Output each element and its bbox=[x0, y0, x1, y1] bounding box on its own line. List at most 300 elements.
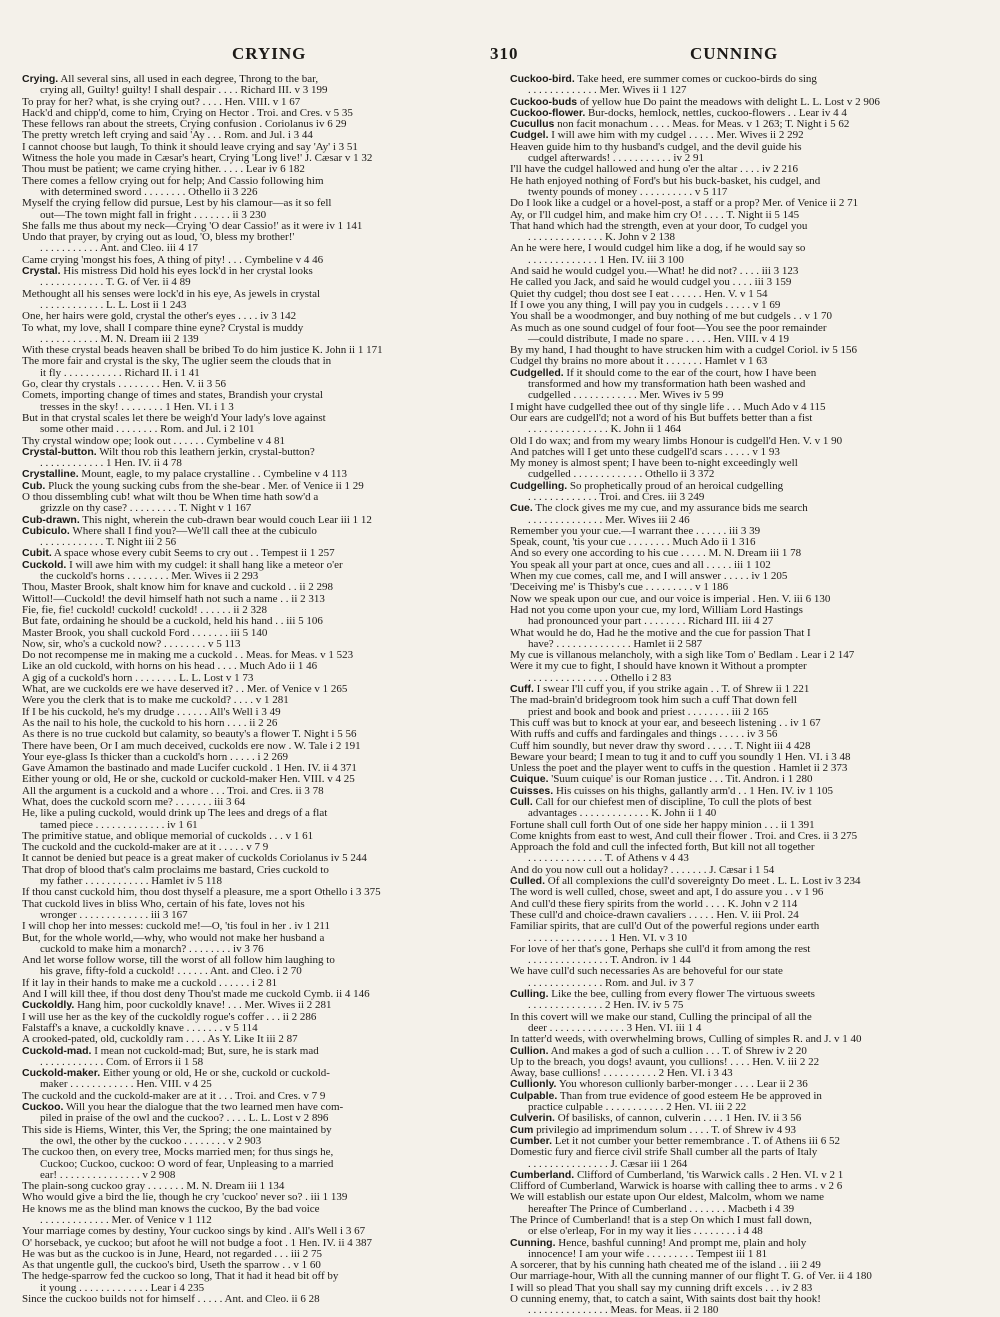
quotation-line bbox=[22, 164, 492, 175]
quotation-line bbox=[510, 887, 980, 898]
quotation-line bbox=[510, 515, 980, 526]
quotation-line bbox=[22, 311, 492, 322]
entry-headword-line bbox=[22, 1068, 492, 1079]
line-text: As the nail to his hole, the cuckold to his horn . . . . ii 2 26 bbox=[22, 717, 278, 729]
quotation-line bbox=[22, 255, 492, 266]
line-text: This night, wherein the cub-drawn bear would couch Lear iii 1 12 bbox=[79, 514, 372, 526]
line-text: cudgel afterwards! . . . . . . . . . . . iv 2 91 bbox=[528, 153, 704, 165]
line-text: Quiet thy cudgel; thou dost see I eat . . . . . . Hen. V. v 1 54 bbox=[510, 288, 768, 300]
headword: Cubiculo. bbox=[22, 525, 70, 537]
line-text: It cannot be denied but peace is a great maker of cuckolds Coriolanus iv 5 244 bbox=[22, 853, 367, 865]
quotation-line bbox=[510, 695, 980, 706]
quotation-line bbox=[510, 616, 980, 627]
entry-headword-line bbox=[510, 797, 980, 808]
line-text: Beware your beard; I mean to tug it and to cuff you soundly 1 Hen. VI. i 3 48 bbox=[510, 751, 851, 763]
quotation-line bbox=[510, 1271, 980, 1282]
line-text: Ay, or I'll cudgel him, and make him cry O! . . . . T. Night ii 5 145 bbox=[510, 209, 800, 221]
quotation-line bbox=[22, 876, 492, 887]
line-text: And let worse follow worse, till the worst of all follow him laughing to bbox=[22, 955, 335, 967]
quotation-line bbox=[510, 469, 980, 480]
entry-headword-line bbox=[510, 74, 980, 85]
line-text: innocence! I am your wife . . . . . . . . . Tempest iii 1 81 bbox=[528, 1248, 768, 1260]
line-text: O' horseback, ye cuckoo; but afoot he will not budge a foot . 1 Hen. IV. ii 4 387 bbox=[22, 1237, 373, 1249]
quotation-line bbox=[510, 142, 980, 153]
quotation-line bbox=[22, 955, 492, 966]
line-text: deer . . . . . . . . . . . . . . 3 Hen. VI. iii 1 4 bbox=[528, 1022, 702, 1034]
quotation-line bbox=[22, 989, 492, 1000]
headword: Cuisses. bbox=[510, 785, 554, 797]
line-text: of yellow hue Do paint the meadows with delight L. L. Lost v 2 906 bbox=[577, 96, 880, 108]
quotation-line bbox=[22, 1057, 492, 1068]
line-text: And so every one according to his cue . . . . . M. N. Dream iii 1 78 bbox=[510, 548, 802, 560]
entry-headword-line bbox=[510, 1136, 980, 1147]
line-text: He knows me as the blind man knows the cuckoo, By the bad voice bbox=[22, 1203, 320, 1215]
line-text: A sorcerer, that by his cunning hath cheated me of the island . . iii 2 49 bbox=[510, 1260, 821, 1272]
line-text: If it lay in their hands to make me a cuckold . . . . . . i 2 81 bbox=[22, 977, 278, 989]
quotation-line bbox=[22, 831, 492, 842]
line-text: it fly . . . . . . . . . . . Richard II. i 1 41 bbox=[40, 367, 200, 379]
quotation-line bbox=[22, 582, 492, 593]
quotation-line bbox=[22, 741, 492, 752]
entry-headword-line bbox=[510, 774, 980, 785]
quotation-line bbox=[510, 289, 980, 300]
line-text: If I be his cuckold, he's my drudge . . . . . . All's Well i 3 49 bbox=[22, 706, 281, 718]
line-text: . . . . . . . . . . . . T. Night iii 2 56 bbox=[40, 537, 177, 549]
quotation-line bbox=[510, 673, 980, 684]
line-text: Thou, Master Brook, shalt know him for knave and cuckold . . ii 2 298 bbox=[22, 582, 334, 594]
line-text: The mad-brain'd bridegroom took him such a cuff That down fell bbox=[510, 695, 797, 707]
quotation-line bbox=[22, 1023, 492, 1034]
line-text: And makes a god of such a cullion . . . T. of Shrew iv 2 20 bbox=[548, 1045, 807, 1057]
line-text: . . . . . . . . . . . . T. G. of Ver. ii 4 89 bbox=[40, 277, 191, 289]
headword: Cuckoo-bird. bbox=[510, 74, 575, 85]
quotation-line bbox=[510, 548, 980, 559]
line-text: Familiar spirits, that are cull'd Out of the powerful regions under earth bbox=[510, 921, 820, 933]
line-text: . . . . . . . . . . . . 1 Hen. IV. ii 4 78 bbox=[40, 458, 182, 470]
quotation-line bbox=[22, 571, 492, 582]
quotation-line bbox=[22, 277, 492, 288]
line-text: Heaven guide him to thy husband's cudgel, and the devil guide his bbox=[510, 141, 802, 153]
quotation-line bbox=[22, 842, 492, 853]
line-text: wronger . . . . . . . . . . . . . iii 3 167 bbox=[40, 909, 188, 921]
line-text: twenty pounds of money . . . . . . . . . . v 5 117 bbox=[528, 186, 728, 198]
quotation-line bbox=[22, 944, 492, 955]
quotation-line bbox=[22, 673, 492, 684]
line-text: The cuckoo then, on every tree, Mocks married men; for thus sings he, bbox=[22, 1147, 334, 1159]
quotation-line bbox=[22, 1159, 492, 1170]
line-text: Since the cuckoo builds not for himself . . . . . Ant. and Cleo. ii 6 28 bbox=[22, 1294, 320, 1306]
line-text: As that ungentle gull, the cuckoo's bird, Useth the sparrow . . v 1 60 bbox=[22, 1260, 321, 1272]
line-text: Falstaff's a knave, a cuckoldly knave . . . . . . . v 5 114 bbox=[22, 1022, 258, 1034]
quotation-line bbox=[510, 571, 980, 582]
quotation-line bbox=[510, 164, 980, 175]
quotation-line bbox=[510, 1215, 980, 1226]
line-text: out—The town might fall in fright . . . . . . . ii 3 230 bbox=[40, 209, 267, 221]
line-text: Where shall I find you?—We'll call thee at the cubiculo bbox=[69, 525, 317, 537]
quotation-line bbox=[22, 820, 492, 831]
quotation-line bbox=[510, 966, 980, 977]
quotation-line bbox=[22, 492, 492, 503]
quotation-line bbox=[510, 176, 980, 187]
headword: Cuckoo. bbox=[22, 1102, 64, 1114]
quotation-line bbox=[22, 413, 492, 424]
quotation-line bbox=[510, 605, 980, 616]
quotation-line bbox=[510, 458, 980, 469]
headword: Cuique. bbox=[510, 774, 549, 786]
quotation-line bbox=[22, 1204, 492, 1215]
line-text: What, does the cuckold scorn me? . . . . . . . iii 3 64 bbox=[22, 797, 246, 808]
headword: Cullionly. bbox=[510, 1079, 557, 1091]
headword: Cuckold-maker. bbox=[22, 1068, 101, 1080]
entry-headword-line bbox=[510, 989, 980, 1000]
quotation-line bbox=[22, 323, 492, 334]
quotation-line bbox=[22, 503, 492, 514]
quotation-line bbox=[510, 436, 980, 447]
line-text: So prophetically proud of an heroical cudgelling bbox=[567, 480, 784, 492]
line-text: with determined sword . . . . . . . . Othello ii 3 226 bbox=[40, 186, 258, 198]
entry-headword-line bbox=[22, 548, 492, 559]
entry-headword-line bbox=[22, 526, 492, 537]
headword: Cumber. bbox=[510, 1135, 553, 1147]
entry-headword-line bbox=[510, 1170, 980, 1181]
line-text: Like the bee, culling from every flower The virtuous sweets bbox=[548, 989, 815, 1001]
entry-headword-line bbox=[22, 481, 492, 492]
quotation-line bbox=[510, 628, 980, 639]
headword: Culling. bbox=[510, 989, 549, 1001]
line-text: The Prince of Cumberland! that is a step On which I must fall down, bbox=[510, 1214, 812, 1226]
line-text: O thou dissembling cub! what wilt thou be When time hath sow'd a bbox=[22, 491, 319, 503]
quotation-line bbox=[510, 1226, 980, 1237]
line-text: He, like a puling cuckold, would drink up The lees and dregs of a flat bbox=[22, 808, 328, 820]
line-text: Either young or old, He or she, cuckold or cuckold- bbox=[100, 1068, 330, 1080]
line-text: What would he do, Had he the motive and the cue for passion That I bbox=[510, 627, 811, 639]
headword: Cuckoo-buds bbox=[510, 96, 578, 108]
headword: Cumberland. bbox=[510, 1169, 575, 1181]
quotation-line bbox=[22, 1294, 492, 1305]
line-text: Witness the hole you made in Cæsar's heart, Crying 'Long live!' J. Cæsar v 1 32 bbox=[22, 153, 373, 165]
line-text: And I will kill thee, if thou dost deny Thou'st made me cuckold Cymb. ii 4 146 bbox=[22, 989, 370, 1001]
line-text: The hedge-sparrow fed the cuckoo so long, That it had it head bit off by bbox=[22, 1271, 339, 1283]
headword: Cum bbox=[510, 1124, 534, 1136]
quotation-line bbox=[510, 741, 980, 752]
line-text: A gig of a cuckold's horn . . . . . . . . L. L. Lost v 1 73 bbox=[22, 672, 254, 684]
line-text: As much as one sound cudgel of four foot—You see the poor remainder bbox=[510, 322, 827, 334]
line-text: That hand which had the strength, even at your door, To cudgel you bbox=[510, 220, 808, 232]
line-text: The primitive statue, and oblique memorial of cuckolds . . . v 1 61 bbox=[22, 830, 314, 842]
line-text: Your eye-glass Is thicker than a cuckold's horn . . . . . i 2 269 bbox=[22, 751, 289, 763]
quotation-line bbox=[22, 752, 492, 763]
quotation-line bbox=[510, 1023, 980, 1034]
quotation-line bbox=[510, 492, 980, 503]
line-text: . . . . . . . . . . . . . . . J. Cæsar iii 1 264 bbox=[528, 1158, 688, 1170]
line-text: Speak, count, 'tis your cue . . . . . . . . Much Ado ii 1 316 bbox=[510, 537, 756, 549]
entry-headword-line bbox=[510, 1113, 980, 1124]
line-text: I will so plead That you shall say my cunning drift excels . . . iv 2 83 bbox=[510, 1282, 813, 1294]
line-text: The word is well culled, chose, sweet and apt, I do assure you . . v 1 96 bbox=[510, 887, 824, 899]
line-text: The pretty wretch left crying and said 'Ay . . . Rom. and Jul. i 3 44 bbox=[22, 130, 313, 142]
line-text: Your marriage comes by destiny, Your cuckoo sings by kind . All's Well i 3 67 bbox=[22, 1226, 366, 1238]
line-text: These cull'd and choice-drawn cavaliers . . . . . Hen. V. iii Prol. 24 bbox=[510, 909, 799, 921]
headword: Cudgelled. bbox=[510, 367, 564, 379]
quotation-line bbox=[510, 944, 980, 955]
line-text: Fie, fie, fie! cuckold! cuckold! cuckold! . . . . . . ii 2 328 bbox=[22, 604, 267, 616]
headword: Cue. bbox=[510, 503, 533, 515]
line-text: Take heed, ere summer comes or cuckoo-birds do sing bbox=[574, 74, 817, 85]
line-text: . . . . . . . . . . . M. N. Dream iii 2 139 bbox=[40, 333, 199, 345]
quotation-line bbox=[510, 639, 980, 650]
line-text: cudgelled . . . . . . . . . . . . Mer. Wives iv 5 99 bbox=[528, 390, 724, 402]
headword: Culpable. bbox=[510, 1090, 558, 1102]
line-text: Mount, eagle, to my palace crystalline . . Cymbeline v 4 113 bbox=[78, 469, 348, 481]
quotation-line bbox=[22, 402, 492, 413]
headword: Cullion. bbox=[510, 1045, 549, 1057]
quotation-line bbox=[22, 797, 492, 808]
line-text: Of all complexions the cull'd sovereignty Do meet . L. L. Lost iv 3 234 bbox=[545, 876, 861, 888]
quotation-line bbox=[510, 526, 980, 537]
line-text: This side is Hiems, Winter, this Ver, the Spring; the one maintained by bbox=[22, 1124, 332, 1136]
quotation-line bbox=[22, 142, 492, 153]
quotation-line bbox=[22, 966, 492, 977]
line-text: tamed piece . . . . . . . . . . . . . iv 1 61 bbox=[40, 819, 198, 831]
line-text: . . . . . . . . . . . . . . K. John v 2 138 bbox=[528, 232, 675, 244]
quotation-line bbox=[510, 345, 980, 356]
line-text: Hence, bashful cunning! And prompt me, plain and holy bbox=[555, 1237, 807, 1249]
headword: Cudgelling. bbox=[510, 480, 568, 492]
quotation-line bbox=[510, 187, 980, 198]
quotation-line bbox=[22, 345, 492, 356]
line-text: I'll have the cudgel hallowed and hung o'er the altar . . . . iv 2 216 bbox=[510, 164, 799, 176]
line-text: Approach the fold and cull the infected forth, But kill not all together bbox=[510, 842, 815, 854]
quotation-line bbox=[510, 1204, 980, 1215]
quotation-line bbox=[510, 978, 980, 989]
line-text: All several sins, all used in each degree, Throng to the bar, bbox=[58, 74, 319, 85]
quotation-line bbox=[510, 650, 980, 661]
entry-headword-line bbox=[510, 97, 980, 108]
line-text: The cuckold and the cuckold-maker are at it . . . . . v 7 9 bbox=[22, 842, 269, 854]
line-text: the cuckold's horns . . . . . . . . Mer. Wives ii 2 293 bbox=[40, 571, 259, 583]
line-text: 'Deceiving me' is Thisby's cue . . . . . . . . . v 1 186 bbox=[510, 582, 729, 594]
quotation-line bbox=[22, 108, 492, 119]
headword: Crystal. bbox=[22, 266, 61, 278]
quotation-line bbox=[22, 786, 492, 797]
entry-headword-line bbox=[510, 368, 980, 379]
entry-headword-line bbox=[510, 1238, 980, 1249]
quotation-line bbox=[22, 1215, 492, 1226]
entry-headword-line bbox=[22, 1102, 492, 1113]
line-text: We will establish our estate upon Our eldest, Malcolm, whom we name bbox=[510, 1192, 825, 1204]
line-text: . . . . . . . . . . . . . 1 Hen. IV. iii 3 100 bbox=[528, 254, 684, 266]
entry-headword-line bbox=[510, 130, 980, 141]
quotation-line bbox=[22, 1249, 492, 1260]
entry-headword-line bbox=[510, 1046, 980, 1057]
quotation-line bbox=[22, 153, 492, 164]
quotation-line bbox=[22, 1136, 492, 1147]
line-text: O cunning enemy, that, to catch a saint, With saints dost bait thy hook! bbox=[510, 1294, 821, 1306]
quotation-line bbox=[510, 323, 980, 334]
line-text: If thou canst cuckold him, thou dost thyself a pleasure, me a sport Othello i 3 375 bbox=[22, 887, 381, 899]
line-text: The plain-song cuckoo gray . . . . . . . M. N. Dream iii 1 134 bbox=[22, 1181, 285, 1193]
line-text: priest and book and book and priest . . . . . . . . iii 2 165 bbox=[528, 706, 769, 718]
line-text: Gave Amamon the bastinado and made Lucifer cuckold . 1 Hen. IV. ii 4 371 bbox=[22, 763, 357, 775]
quotation-line bbox=[22, 1226, 492, 1237]
quotation-line bbox=[510, 933, 980, 944]
line-text: Away, base cullions! . . . . . . . . . . 2 Hen. VI. i 3 43 bbox=[510, 1068, 733, 1080]
line-text: If I owe you any thing, I will pay you in cudgels . . . . . v 1 69 bbox=[510, 299, 781, 311]
line-text: . . . . . . . . . . . . . . . Othello i 2 83 bbox=[528, 672, 672, 684]
line-text: piled in praise of the owl and the cuckoo? . . . . L. L. Lost v 2 896 bbox=[40, 1113, 329, 1125]
line-text: maker . . . . . . . . . . . . Hen. VIII. v 4 25 bbox=[40, 1079, 212, 1091]
quotation-line bbox=[510, 842, 980, 853]
line-text: . . . . . . . . . . . . . Troi. and Cres. iii 3 249 bbox=[528, 491, 705, 503]
line-text: If it should come to the ear of the court, how I have been bbox=[563, 367, 817, 379]
line-text: tresses in the sky! . . . . . . . . 1 Hen. VI. i 1 3 bbox=[40, 401, 234, 413]
quotation-line bbox=[510, 210, 980, 221]
line-text: Wittol!—Cuckold! the devil himself hath not such a name . . ii 2 313 bbox=[22, 593, 325, 605]
line-text: I might have cudgelled thee out of thy single life . . . Much Ado v 4 115 bbox=[510, 401, 826, 413]
line-text: Domestic fury and fierce civil strife Shall cumber all the parts of Italy bbox=[510, 1147, 818, 1159]
line-text: I mean not cuckold-mad; But, sure, he is stark mad bbox=[91, 1045, 319, 1057]
line-text: . . . . . . . . . . . . . . . 1 Hen. VI. v 3 10 bbox=[528, 932, 687, 944]
line-text: In this covert will we make our stand, Culling the principal of all the bbox=[510, 1011, 812, 1023]
line-text: his grave, fifty-fold a cuckold! . . . . . . Ant. and Cleo. i 2 70 bbox=[40, 966, 302, 978]
quotation-line bbox=[22, 1079, 492, 1090]
line-text: There have been, Or I am much deceived, cuckolds ere now . W. Tale i 2 191 bbox=[22, 740, 361, 752]
quotation-line bbox=[510, 424, 980, 435]
quotation-line bbox=[510, 763, 980, 774]
quotation-line bbox=[510, 808, 980, 819]
line-text: He called you Jack, and said he would cudgel you . . . . iii 3 159 bbox=[510, 277, 792, 289]
entry-headword-line bbox=[22, 515, 492, 526]
quotation-line bbox=[510, 390, 980, 401]
entry-headword-line bbox=[510, 119, 980, 130]
quotation-line bbox=[22, 85, 492, 96]
quotation-line bbox=[22, 436, 492, 447]
headword: Cubit. bbox=[22, 548, 52, 560]
quotation-line bbox=[22, 763, 492, 774]
line-text: Like an old cuckold, with horns on his head . . . . Much Ado ii 1 46 bbox=[22, 661, 318, 673]
line-text: Hang him, poor cuckoldly knave! . . . Mer. Wives ii 2 281 bbox=[74, 1000, 332, 1012]
running-head-left: CRYING bbox=[232, 44, 307, 63]
line-text: A space whose every cubit Seems to cry out . . Tempest ii 1 257 bbox=[51, 548, 335, 560]
line-text: non facit monachum . . . . Meas. for Meas. v 1 263; T. Night i 5 62 bbox=[554, 119, 850, 131]
quotation-line bbox=[22, 379, 492, 390]
line-text: . . . . . . . . . . . . . . Rom. and Jul. iv 3 7 bbox=[528, 977, 694, 989]
quotation-line bbox=[22, 390, 492, 401]
quotation-line bbox=[510, 334, 980, 345]
line-text: Either young or old, He or she, cuckold or cuckold-maker Hen. VIII. v 4 25 bbox=[22, 774, 355, 786]
quotation-line bbox=[510, 1159, 980, 1170]
line-text: Cuckoo; Cuckoo, cuckoo: O word of fear, Unpleasing to a married bbox=[40, 1158, 334, 1170]
line-text: With ruffs and cuffs and fardingales and things . . . . . iv 3 56 bbox=[510, 729, 778, 741]
line-text: For love of her that's gone, Perhaps she cull'd it from among the rest bbox=[510, 943, 811, 955]
line-text: some other maid . . . . . . . . Rom. and Jul. i 2 101 bbox=[40, 424, 255, 436]
line-text: Cuff him soundly, but never draw thy sword . . . . . T. Night iii 4 428 bbox=[510, 740, 811, 752]
line-text: She falls me thus about my neck—Crying 'O dear Cassio!' as it were iv 1 141 bbox=[22, 220, 363, 232]
quotation-line bbox=[22, 933, 492, 944]
quotation-line bbox=[510, 853, 980, 864]
line-text: I will use her as the key of the cuckoldly rogue's coffer . . . ii 2 286 bbox=[22, 1011, 317, 1023]
headword: Culled. bbox=[510, 876, 546, 888]
quotation-line bbox=[510, 447, 980, 458]
quotation-line bbox=[510, 707, 980, 718]
line-text: And do you now cull out a holiday? . . . . . . . J. Cæsar i 1 54 bbox=[510, 864, 775, 876]
line-text: practice culpable . . . . . . . . . . . 2 Hen. VI. iii 2 22 bbox=[528, 1102, 747, 1114]
line-text: I cannot choose but laugh, To think it should leave crying and say 'Ay' i 3 51 bbox=[22, 141, 358, 153]
headword: Cull. bbox=[510, 797, 533, 808]
line-text: The cuckold and the cuckold-maker are at it . . . Troi. and Cres. v 7 9 bbox=[22, 1090, 326, 1102]
entry-headword-line bbox=[510, 1079, 980, 1090]
line-text: ear! . . . . . . . . . . . . . . . v 2 908 bbox=[40, 1169, 176, 1181]
line-text: Were you the clerk that is to make me cuckold? . . . . v 1 281 bbox=[22, 695, 289, 707]
entry-headword-line bbox=[510, 481, 980, 492]
entry-headword-line bbox=[22, 1000, 492, 1011]
quotation-line bbox=[510, 831, 980, 842]
line-text: But in that crystal scales let there be weigh'd Your lady's love against bbox=[22, 412, 326, 424]
line-text: Our ears are cudgell'd; not a word of his But buffets better than a fist bbox=[510, 412, 813, 424]
line-text: He was but as the cuckoo is in June, Heard, not regarded . . . iii 2 75 bbox=[22, 1248, 322, 1260]
quotation-line bbox=[22, 1091, 492, 1102]
quotation-line bbox=[510, 1000, 980, 1011]
line-text: transformed and how my transformation hath been washed and bbox=[528, 379, 806, 391]
line-text: Now, sir, who's a cuckold now? . . . . . . . . v 5 113 bbox=[22, 638, 241, 650]
quotation-line bbox=[510, 1068, 980, 1079]
line-text: hereafter The Prince of Cumberland . . . . . . . Macbeth i 4 39 bbox=[528, 1203, 795, 1215]
quotation-line bbox=[22, 537, 492, 548]
entry-headword-line bbox=[510, 786, 980, 797]
running-head-right: CUNNING bbox=[690, 44, 779, 63]
line-text: . . . . . . . . . . . . . . . Meas. for Meas. ii 2 180 bbox=[528, 1305, 719, 1317]
line-text: The more fair and crystal is the sky, The uglier seem the clouds that in bbox=[22, 356, 332, 368]
quotation-line bbox=[510, 266, 980, 277]
line-text: Who would give a bird the lie, though he cry 'cuckoo' never so? . iii 1 139 bbox=[22, 1192, 348, 1204]
quotation-line bbox=[510, 1034, 980, 1045]
line-text: To what, my love, shall I compare thine eyne? Crystal is muddy bbox=[22, 322, 304, 334]
line-text: Of basilisks, of cannon, culverin . . . . 1 Hen. IV. ii 3 56 bbox=[554, 1113, 802, 1125]
quotation-line bbox=[22, 594, 492, 605]
quotation-line bbox=[22, 865, 492, 876]
line-text: I swear I'll cuff you, if you strike again . . T. of Shrew ii 1 221 bbox=[533, 684, 810, 696]
entry-headword-line bbox=[510, 1091, 980, 1102]
quotation-line bbox=[510, 198, 980, 209]
quotation-line bbox=[22, 628, 492, 639]
quotation-line bbox=[22, 774, 492, 785]
quotation-line bbox=[22, 1170, 492, 1181]
quotation-line bbox=[510, 921, 980, 932]
line-text: When my cue comes, call me, and I will answer . . . . . iv 1 205 bbox=[510, 571, 788, 583]
line-text: Go, clear thy crystals . . . . . . . . Hen. V. ii 3 56 bbox=[22, 379, 226, 391]
quotation-line bbox=[510, 255, 980, 266]
line-text: In tatter'd weeds, with overwhelming brows, Culling of simples R. and J. v 1 40 bbox=[510, 1034, 862, 1046]
headword: Cuckold-mad. bbox=[22, 1045, 92, 1057]
quotation-line bbox=[22, 289, 492, 300]
line-text: One, her hairs were gold, crystal the other's eyes . . . . iv 3 142 bbox=[22, 311, 297, 323]
line-text: Do not recompense me in making me a cuckold . . Meas. for Meas. v 1 523 bbox=[22, 650, 354, 662]
quotation-line bbox=[22, 1147, 492, 1158]
line-text: my father . . . . . . . . . . . . Hamlet iv 5 118 bbox=[40, 876, 222, 888]
entry-headword-line bbox=[22, 447, 492, 458]
quotation-line bbox=[22, 978, 492, 989]
line-text: —could distribute, I made no spare . . . . . Hen. VIII. v 4 19 bbox=[528, 333, 789, 345]
line-text: All the argument is a cuckold and a whore . . . Troi. and Cres. ii 3 78 bbox=[22, 785, 324, 797]
quotation-line bbox=[22, 1034, 492, 1045]
right-column bbox=[510, 74, 980, 1317]
entry-headword-line bbox=[510, 1125, 980, 1136]
line-text: An he were here, I would cudgel him like a dog, if he would say so bbox=[510, 243, 806, 255]
quotation-line bbox=[22, 198, 492, 209]
quotation-line bbox=[22, 424, 492, 435]
line-text: or else o'erleap, For in my way it lies . . . . . . . . i 4 48 bbox=[528, 1226, 763, 1238]
line-text: Hack'd and chipp'd, come to him, Crying on Hector . Troi. and Cres. v 5 35 bbox=[22, 107, 353, 119]
